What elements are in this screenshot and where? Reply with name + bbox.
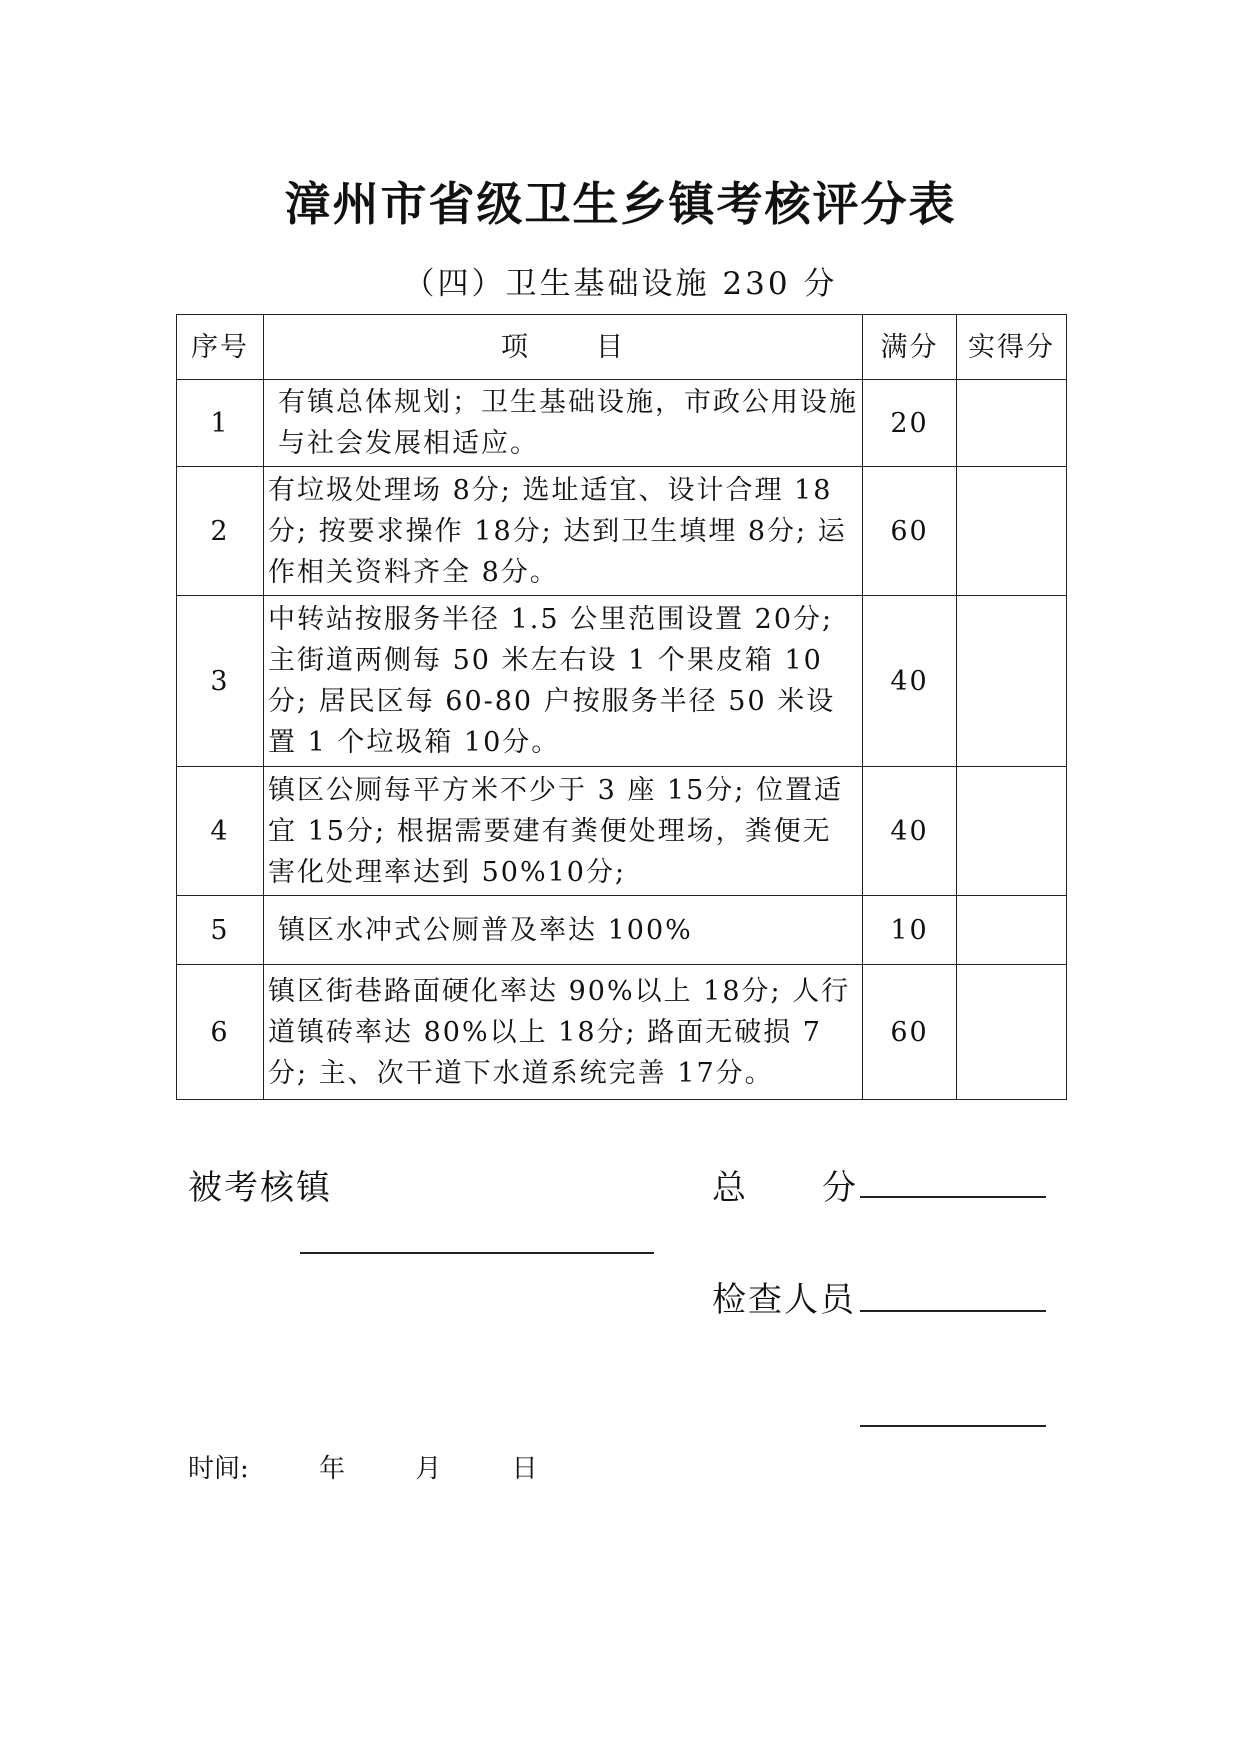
total-label-b: 分 [822,1168,858,1208]
row-item: 有镇总体规划；卫生基础设施，市政公用设施与社会发展相适应。 [264,380,863,467]
table-row [177,596,1067,767]
header-item-b: 目 [596,331,625,363]
year-label: 年 [319,1454,346,1484]
row-actual-score[interactable] [957,767,1067,896]
day-label: 日 [511,1454,538,1484]
row-full-score: 20 [863,380,957,467]
header-no: 序号 [177,315,264,380]
row-no: 4 [177,767,264,896]
page-title: 漳州市省级卫生乡镇考核评分表 [284,177,957,231]
table-row [177,380,1067,467]
header-item-a: 项 [501,331,530,363]
time-row [188,1448,538,1485]
row-no: 2 [177,467,264,596]
town-label: 被考核镇 [188,1168,332,1208]
row-actual-score[interactable] [957,380,1067,467]
row-full-score: 60 [863,467,957,596]
town-input-line[interactable] [300,1252,654,1254]
table-row [177,965,1067,1100]
header-item [264,315,863,380]
total-input-line[interactable] [860,1196,1046,1198]
row-full-score: 10 [863,896,957,965]
header-full-score: 满分 [863,315,957,380]
row-item: 有垃圾处理场 8分; 选址适宜、设计合理 18分; 按要求操作 18分; 达到卫生填埋 8分; 运作相关资料齐全 8分。 [264,467,863,596]
row-item: 中转站按服务半径 1.5 公里范围设置 20分; 主街道两侧每 50 米左右设 1 个果皮箱 10分; 居民区每 60-80 户按服务半径 50 米设置 1 个垃圾箱 10分。 [264,596,863,767]
month-label: 月 [415,1454,442,1484]
header-actual-score: 实得分 [957,315,1067,380]
row-full-score: 60 [863,965,957,1100]
table-header-row [177,315,1067,380]
inspector-input-line[interactable] [860,1310,1046,1312]
row-item: 镇区水冲式公厕普及率达 100% [264,896,863,965]
row-no: 6 [177,965,264,1100]
row-item: 镇区公厕每平方米不少于 3 座 15分; 位置适宜 15分; 根据需要建有粪便处理场，粪便无害化处理率达到 50%10分; [264,767,863,896]
table-row [177,896,1067,965]
section-subtitle: （四）卫生基础设施 230 分 [403,266,838,302]
row-actual-score[interactable] [957,896,1067,965]
time-label: 时间: [188,1454,249,1484]
score-table [176,314,1067,1100]
row-no: 5 [177,896,264,965]
row-full-score: 40 [863,767,957,896]
row-full-score: 40 [863,596,957,767]
row-actual-score[interactable] [957,467,1067,596]
row-no: 3 [177,596,264,767]
row-actual-score[interactable] [957,596,1067,767]
total-label-a: 总 [712,1168,748,1208]
table-row [177,467,1067,596]
inspector-extra-line[interactable] [860,1425,1046,1427]
table-row [177,767,1067,896]
inspector-label: 检查人员 [712,1280,856,1320]
row-actual-score[interactable] [957,965,1067,1100]
row-no: 1 [177,380,264,467]
row-item: 镇区街巷路面硬化率达 90%以上 18分; 人行道镇砖率达 80%以上 18分; 路面无破损 7分; 主、次干道下水道系统完善 17分。 [264,965,863,1100]
